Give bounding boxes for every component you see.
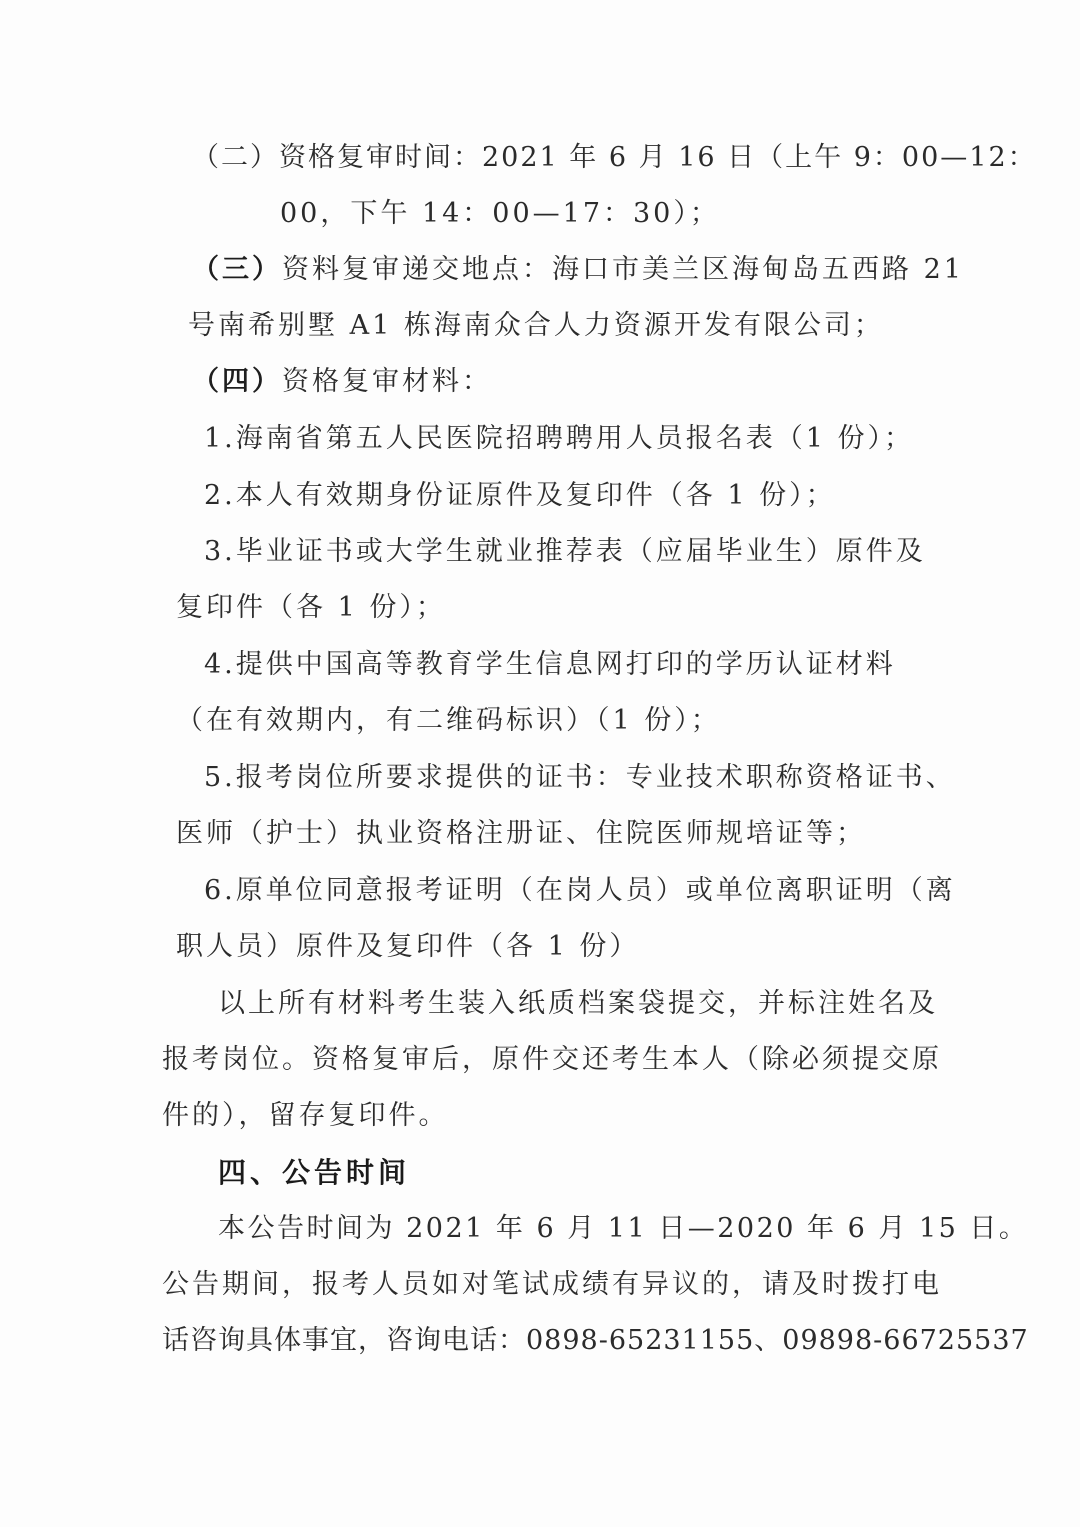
section-3-line-2: 号南希别墅 A1 栋海南众合人力资源开发有限公司；: [188, 310, 884, 341]
section-heading-announcement-time: 四、公告时间: [218, 1156, 411, 1189]
section-3-text: 资料复审递交地点：海口市美兰区海甸岛五西路 21: [282, 254, 964, 285]
section-3-line-1: [192, 250, 964, 290]
material-item-3-line-2: 复印件（各 1 份）；: [176, 592, 446, 623]
section-4-title: [192, 362, 492, 402]
material-item-1: 1.海南省第五人民医院招聘聘用人员报名表（1 份）；: [204, 423, 915, 454]
material-item-2: 2.本人有效期身份证原件及复印件（各 1 份）；: [204, 480, 836, 511]
material-item-6-line-2: 职人员）原件及复印件（各 1 份）: [176, 931, 640, 962]
material-item-4-line-1: 4.提供中国高等教育学生信息网打印的学历认证材料: [204, 649, 896, 680]
announcement-line-3: 话咨询具体事宜，咨询电话：0898-65231155、09898-66725537: [162, 1325, 1029, 1356]
section-3-label: （三）: [192, 254, 282, 285]
announcement-line-1: 本公告时间为 2021 年 6 月 11 日—2020 年 6 月 15 日。: [218, 1213, 1029, 1244]
section-2-line-1: （二）资格复审时间：2021 年 6 月 16 日（上午 9：00—12：: [192, 142, 1037, 173]
material-item-6-line-1: 6.原单位同意报考证明（在岗人员）或单位离职证明（离: [204, 875, 956, 906]
section-4-label: （四）: [192, 366, 282, 397]
material-item-3-line-1: 3.毕业证书或大学生就业推荐表（应届毕业生）原件及: [204, 536, 926, 567]
section-4-text: 资格复审材料：: [282, 366, 492, 397]
material-item-4-line-2: （在有效期内，有二维码标识）（1 份）；: [176, 705, 721, 736]
material-item-5-line-1: 5.报考岗位所要求提供的证书：专业技术职称资格证书、: [204, 762, 956, 793]
note-line-1: 以上所有材料考生装入纸质档案袋提交，并标注姓名及: [218, 988, 938, 1019]
announcement-line-2: 公告期间，报考人员如对笔试成绩有异议的，请及时拨打电: [162, 1269, 942, 1300]
note-line-3: 件的），留存复印件。: [162, 1100, 449, 1131]
section-2-line-2: 00，下午 14：00—17：30）；: [280, 198, 720, 229]
material-item-5-line-2: 医师（护士）执业资格注册证、住院医师规培证等；: [176, 818, 866, 849]
note-line-2: 报考岗位。资格复审后，原件交还考生本人（除必须提交原: [162, 1044, 942, 1075]
